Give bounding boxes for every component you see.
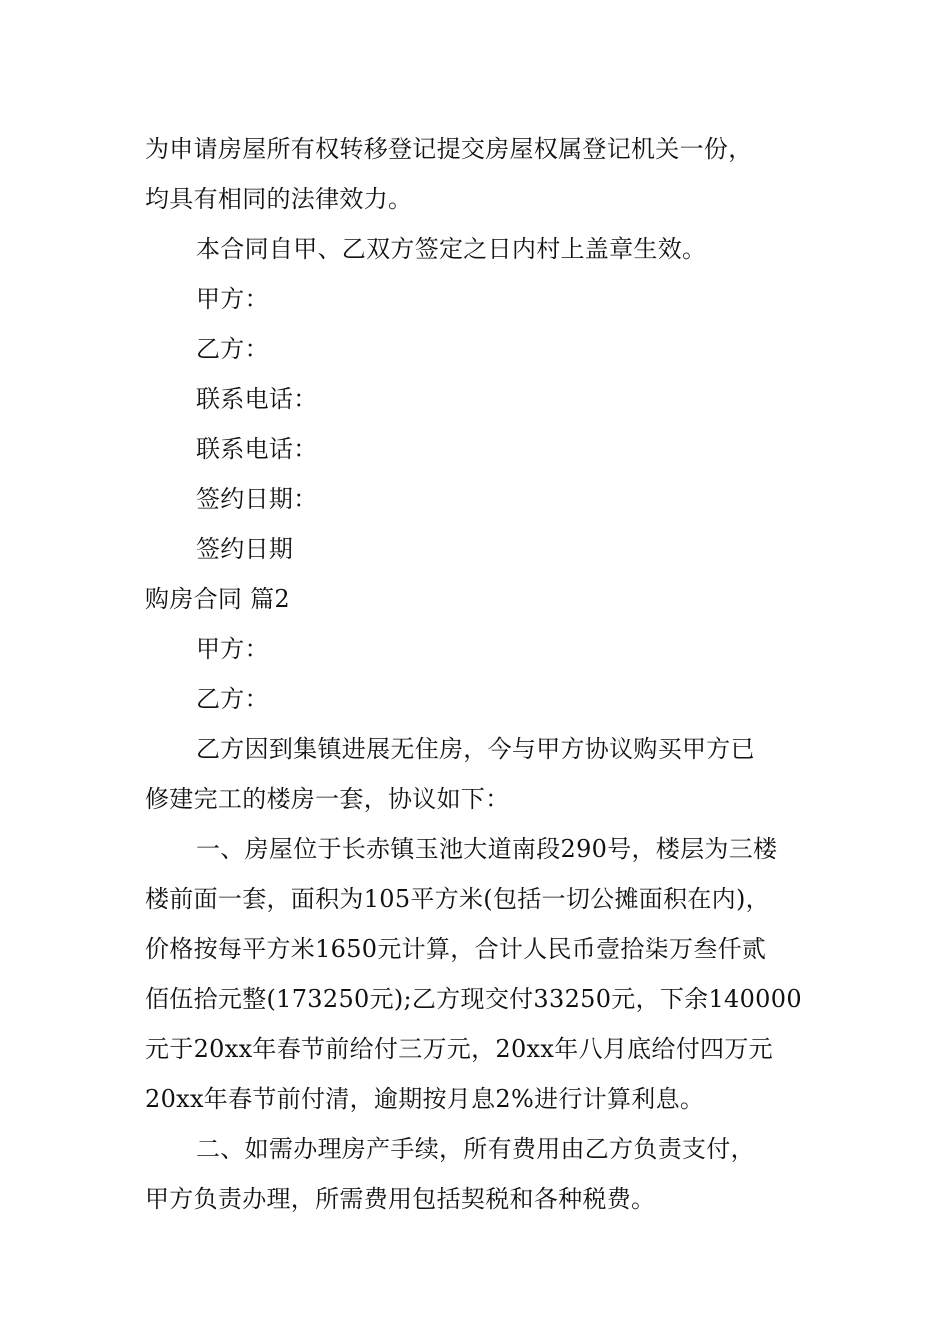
text-line-19: 元于20xx年春节前给付三万元，20xx年八月底给付四万元 bbox=[145, 1035, 773, 1063]
text-line-15: 一、房屋位于长赤镇玉池大道南段290号，楼层为三楼 bbox=[196, 835, 778, 863]
text-line-3: 本合同自甲、乙双方签定之日内村上盖章生效。 bbox=[196, 235, 707, 263]
text-line-13: 乙方因到集镇进展无住房，今与甲方协议购买甲方已 bbox=[196, 735, 755, 763]
text-line-22: 甲方负责办理，所需费用包括契税和各种税费。 bbox=[145, 1185, 656, 1213]
sign-date-label-2: 签约日期 bbox=[196, 535, 294, 563]
party-a-label-2: 甲方： bbox=[196, 635, 269, 663]
text-line-16: 楼前面一套，面积为105平方米(包括一切公摊面积在内)， bbox=[145, 885, 770, 913]
section-heading: 购房合同 篇2 bbox=[145, 585, 290, 613]
text-line-2: 均具有相同的法律效力。 bbox=[145, 185, 413, 213]
phone-label-1: 联系电话： bbox=[196, 385, 318, 413]
text-line-18: 佰伍拾元整(173250元);乙方现交付33250元，下余140000 bbox=[145, 985, 802, 1013]
party-b-label: 乙方： bbox=[196, 335, 269, 363]
party-a-label: 甲方： bbox=[196, 285, 269, 313]
text-line-1: 为申请房屋所有权转移登记提交房屋权属登记机关一份， bbox=[145, 135, 753, 163]
party-b-label-2: 乙方： bbox=[196, 685, 269, 713]
sign-date-label-1: 签约日期： bbox=[196, 485, 318, 513]
text-line-20: 20xx年春节前付清，逾期按月息2%进行计算利息。 bbox=[145, 1085, 705, 1113]
text-line-17: 价格按每平方米1650元计算，合计人民币壹拾柒万叁仟贰 bbox=[145, 935, 767, 963]
text-line-14: 修建完工的楼房一套，协议如下： bbox=[145, 785, 510, 813]
phone-label-2: 联系电话： bbox=[196, 435, 318, 463]
text-line-21: 二、如需办理房产手续，所有费用由乙方负责支付， bbox=[196, 1135, 755, 1163]
